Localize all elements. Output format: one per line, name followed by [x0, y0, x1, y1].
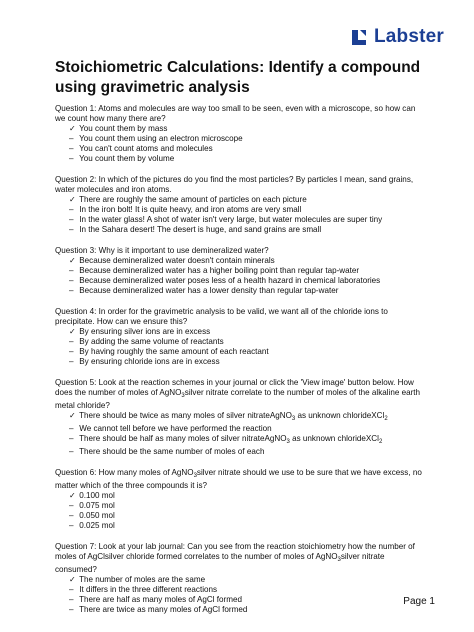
answer-option	[69, 357, 427, 367]
question-block	[55, 378, 427, 457]
subscript: 2	[378, 439, 383, 445]
option-text: 0.025 mol	[79, 521, 115, 530]
question-block	[55, 468, 427, 531]
dash-icon: –	[69, 357, 74, 366]
answer-option	[69, 585, 427, 595]
question-text: Question 1: Atoms and molecules are way too small to be seen, even with a microscope, so how can we count how many there are?	[55, 104, 416, 123]
dash-icon: –	[69, 434, 74, 443]
option-text: In the water glass! A shot of water isn't very large, but water molecules are super tiny	[79, 215, 383, 224]
subscript: 3	[181, 393, 185, 399]
logo-text: Labster	[373, 26, 444, 47]
answer-option	[69, 195, 427, 205]
checkmark-icon: ✓	[69, 411, 76, 420]
option-text: There are roughly the same amount of particles on each picture	[79, 195, 307, 204]
question-list	[55, 104, 427, 626]
dash-icon: –	[69, 225, 74, 234]
answer-option	[69, 205, 427, 215]
checkmark-icon: ✓	[69, 256, 76, 265]
option-text: In the iron bolt! It is quite heavy, and iron atoms are very small	[79, 205, 302, 214]
answer-option	[69, 347, 427, 357]
option-text: There are twice as many moles of AgCl formed	[79, 605, 248, 614]
option-text	[79, 411, 388, 420]
answer-option	[69, 511, 427, 521]
text-segment: Question 7: Look at your lab journal: Can you see from the reaction stoichiometry how the number of moles of AgClsilver chloride formed correlates to the number of moles of AgNO	[55, 542, 415, 561]
option-text: By ensuring silver ions are in excess	[79, 327, 211, 336]
answer-option	[69, 266, 427, 276]
option-text: By ensuring chloride ions are in excess	[79, 357, 220, 366]
option-text: Because demineralized water has a lower density than regular tap-water	[79, 286, 339, 295]
dash-icon: –	[69, 286, 74, 295]
checkmark-icon: ✓	[69, 575, 76, 584]
subscript: 3	[291, 416, 296, 422]
answer-option	[69, 144, 427, 154]
option-text	[79, 434, 382, 443]
answer-option	[69, 424, 427, 434]
text-segment: silver nitrate correlate to the number of moles of the alkaline earth metal chloride?	[55, 388, 421, 410]
text-segment: There should be twice as many moles of silver nitrateAgNO	[79, 411, 292, 420]
dash-icon: –	[69, 585, 74, 594]
question-text	[55, 542, 427, 575]
document-title: Stoichiometric Calculations: Identify a compound using gravimetric analysis	[55, 59, 421, 96]
question-block	[55, 542, 427, 615]
option-text: Because demineralized water poses less of a health hazard in chemical laboratories	[79, 276, 381, 285]
answer-option	[69, 256, 427, 266]
option-text: We cannot tell before we have performed the reaction	[79, 424, 272, 433]
dash-icon: –	[69, 595, 74, 604]
question-block	[55, 246, 427, 296]
subscript: 3	[193, 473, 197, 479]
checkmark-icon: ✓	[69, 124, 76, 133]
option-text: You count them using an electron microscope	[79, 134, 243, 143]
dash-icon: –	[69, 447, 74, 456]
text-segment: silver nitrate should we use to be sure that we have excess, no matter which of the three compounds it is?	[55, 468, 422, 490]
option-text: 0.050 mol	[79, 511, 115, 520]
page-number: Page 1	[403, 596, 435, 607]
answer-option	[69, 491, 427, 501]
question-text: Question 3: Why is it important to use demineralized water?	[55, 246, 269, 255]
question-block	[55, 175, 427, 235]
question-text: Question 2: In which of the pictures do you find the most particles? By particles I mean, sand grains, water molecules and iron atoms.	[55, 175, 414, 194]
option-text: You can't count atoms and molecules	[79, 144, 213, 153]
dash-icon: –	[69, 205, 74, 214]
option-text: Because demineralized water doesn't contain minerals	[79, 256, 275, 265]
checkmark-icon: ✓	[69, 195, 76, 204]
answer-option	[69, 124, 427, 134]
option-text: 0.100 mol	[79, 491, 115, 500]
dash-icon: –	[69, 521, 74, 530]
text-segment: Question 6: How many moles of AgNO	[55, 468, 194, 477]
answer-option	[69, 337, 427, 347]
answer-option	[69, 286, 427, 296]
answer-option	[69, 225, 427, 235]
text-segment: as unknown chlorideXCl	[289, 434, 379, 443]
answer-option	[69, 521, 427, 531]
dash-icon: –	[69, 501, 74, 510]
option-text: There are half as many moles of AgCl formed	[79, 595, 242, 604]
answer-option	[69, 605, 427, 615]
answer-option	[69, 501, 427, 511]
question-text: Question 4: In order for the gravimetric analysis to be valid, we want all of the chloride ions to precipitate. How can we ensure this?	[55, 307, 388, 326]
answer-option	[69, 134, 427, 144]
subscript: 2	[384, 416, 388, 422]
answer-option	[69, 411, 427, 424]
text-segment: Question 5: Look at the reaction schemes in your journal or click the 'View image' button below. How does the number of moles of AgNO	[55, 378, 414, 397]
dash-icon: –	[69, 276, 74, 285]
dash-icon: –	[69, 144, 74, 153]
option-text: By having roughly the same amount of each reactant	[79, 347, 269, 356]
dash-icon: –	[69, 266, 74, 275]
dash-icon: –	[69, 134, 74, 143]
question-block	[55, 104, 427, 164]
dash-icon: –	[69, 511, 74, 520]
subscript: 3	[286, 439, 290, 445]
option-text: Because demineralized water has a higher boiling point than regular tap-water	[79, 266, 360, 275]
option-text: You count them by volume	[79, 154, 175, 163]
answer-option	[69, 575, 427, 585]
option-text: There should be the same number of moles of each	[79, 447, 265, 456]
dash-icon: –	[69, 605, 74, 614]
question-text	[55, 468, 427, 491]
option-text: By adding the same volume of reactants	[79, 337, 224, 346]
text-segment: silver nitrate consumed?	[55, 552, 385, 574]
answer-option	[69, 276, 427, 286]
answer-option	[69, 595, 427, 605]
option-text: The number of moles are the same	[79, 575, 206, 584]
question-text	[55, 378, 427, 411]
dash-icon: –	[69, 154, 74, 163]
option-text: You count them by mass	[79, 124, 168, 133]
dash-icon: –	[69, 337, 74, 346]
answer-option	[69, 327, 427, 337]
labster-logo	[350, 26, 444, 48]
dash-icon: –	[69, 424, 74, 433]
checkmark-icon: ✓	[69, 491, 76, 500]
answer-option	[69, 447, 427, 457]
dash-icon: –	[69, 215, 74, 224]
dash-icon: –	[69, 347, 74, 356]
option-text: 0.075 mol	[79, 501, 115, 510]
checkmark-icon: ✓	[69, 327, 76, 336]
answer-option	[69, 215, 427, 225]
question-block	[55, 307, 427, 367]
text-segment: There should be half as many moles of silver nitrateAgNO	[79, 434, 287, 443]
option-text: It differs in the three different reactions	[79, 585, 218, 594]
answer-option	[69, 154, 427, 164]
answer-option	[69, 434, 427, 447]
subscript: 3	[337, 557, 341, 563]
text-segment: as unknown chlorideXCl	[295, 411, 385, 420]
labster-mark-icon	[350, 28, 368, 46]
option-text: In the Sahara desert! The desert is huge, and sand grains are small	[79, 225, 322, 234]
